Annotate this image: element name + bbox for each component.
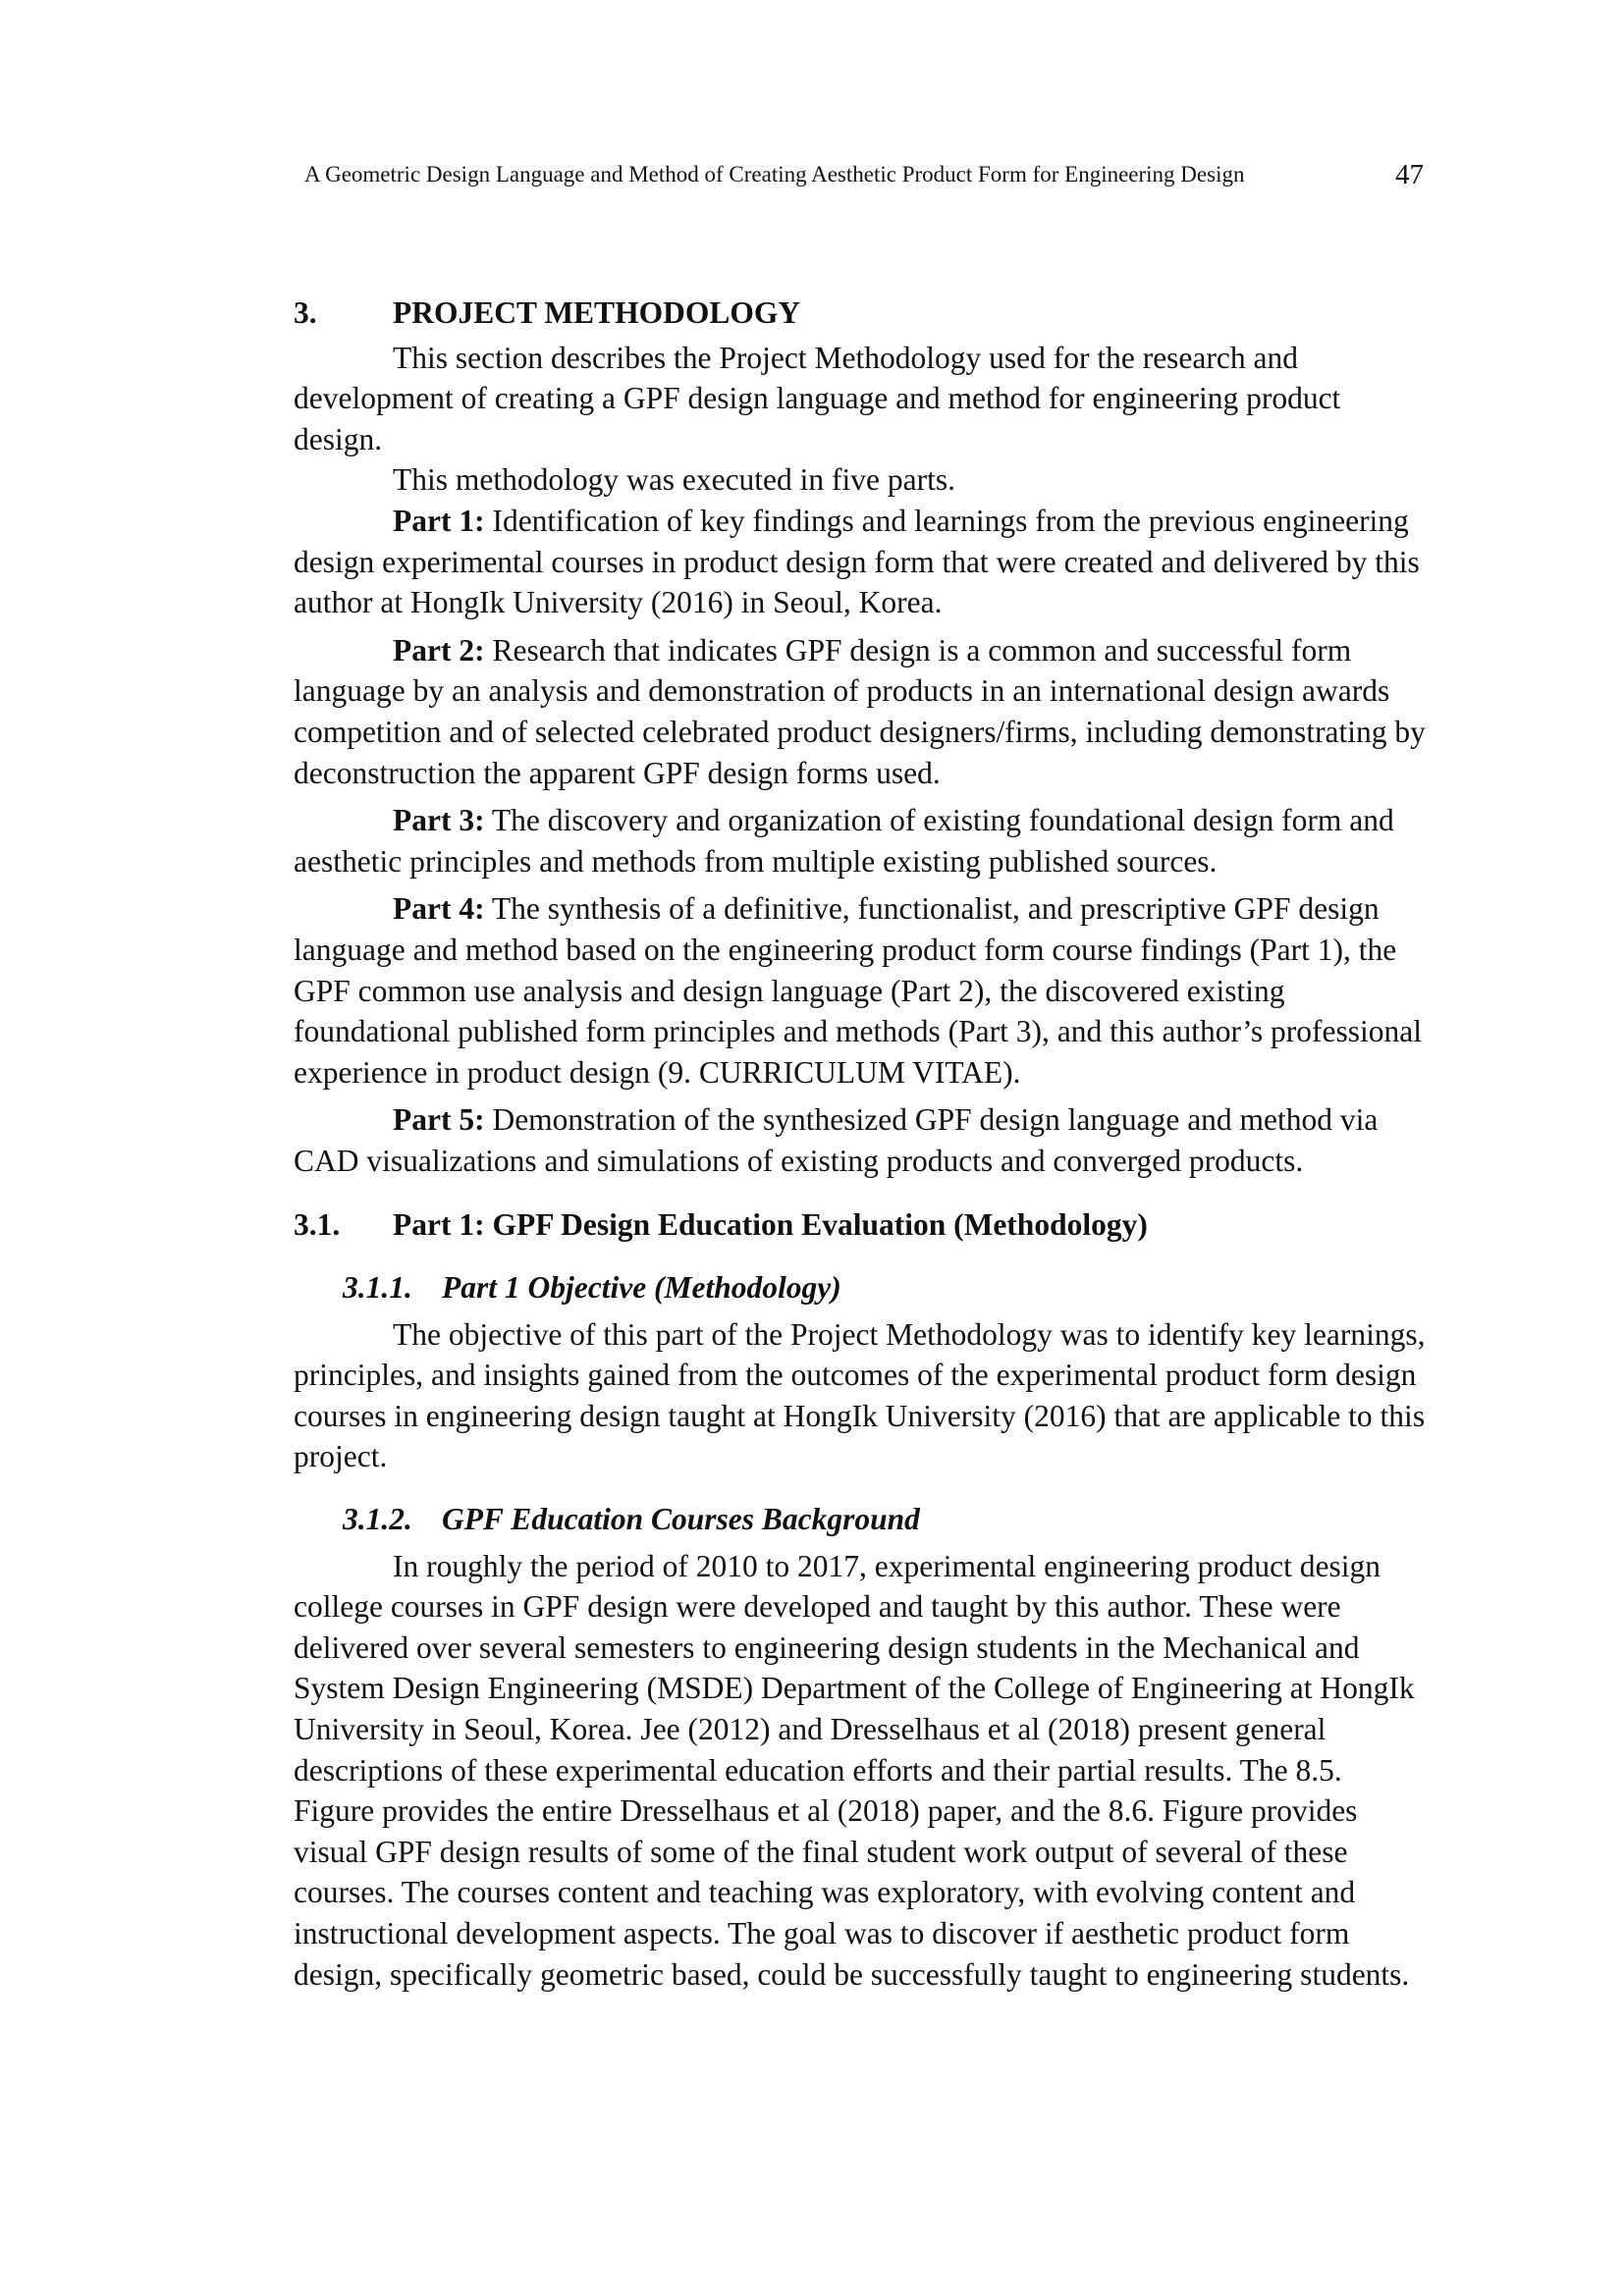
part-4-paragraph [294, 888, 1428, 1093]
part-3-paragraph [294, 800, 1428, 881]
section-3-heading [294, 293, 1428, 334]
running-title: A Geometric Design Language and Method of Creating Aesthetic Product Form for Engineering Design [304, 162, 1245, 187]
section-3-1-1-number: 3.1.1. [343, 1270, 412, 1306]
section-3-parts-line: This methodology was executed in five parts. [393, 462, 955, 498]
section-3-title: PROJECT METHODOLOGY [393, 295, 801, 330]
part-3-text: The discovery and organization of existing foundational design form and aesthetic principles and methods from multiple existing published sources. [294, 803, 1394, 879]
part-2-paragraph [294, 630, 1428, 793]
section-3-1-1-heading [343, 1267, 1428, 1308]
section-3-1-heading [294, 1204, 1428, 1246]
page-number: 47 [1395, 159, 1424, 190]
section-3-number: 3. [294, 295, 317, 330]
part-4-text: The synthesis of a definitive, functionalist, and prescriptive GPF design language and method based on the engineering product form course findings (Part 1), the GPF common use analysis and design language (Part 2), the discovered existing foundational published form principles and methods (Part 3), and this author’s professional experience in product design (9. CURRICULUM VITAE). [294, 891, 1422, 1090]
section-3-1-2-heading [343, 1499, 1428, 1540]
section-3-1-2-title: GPF Education Courses Background [442, 1502, 920, 1537]
part-1-paragraph [294, 501, 1428, 623]
section-3-1-number: 3.1. [294, 1207, 341, 1243]
part-2-label: Part 2: [393, 632, 485, 667]
page-body [294, 293, 1428, 1995]
part-1-label: Part 1: [393, 503, 485, 538]
section-3-1-2-number: 3.1.2. [343, 1502, 412, 1537]
section-3-1-1-title: Part 1 Objective (Methodology) [442, 1270, 841, 1306]
section-3-intro: This section describes the Project Methodology used for the research and development of creating a GPF design language and method for engineering product design. [294, 340, 1341, 456]
part-2-text: Research that indicates GPF design is a common and successful form language by an analysis and demonstration of products in an international design awards competition and of selected celebrated product designers/firms, including demonstrating by deconstruction the apparent GPF design forms used. [294, 632, 1426, 790]
section-3-1-2-text: In roughly the period of 2010 to 2017, experimental engineering product design college courses in GPF design were developed and taught by this author. These were delivered over several semesters to engineering design students in the Mechanical and System Design Engineering (MSDE) Department of the College of Engineering at HongIk University in Seoul, Korea. Jee (2012) and Dresselhaus et al (2018) present general descriptions of these experimental education efforts and their partial results. The 8.5. Figure provides the entire Dresselhaus et al (2018) paper, and the 8.6. Figure provides visual GPF design results of some of the final student work output of several of these courses. The courses content and teaching was exploratory, with evolving content and instructional development aspects. The goal was to discover if aesthetic product form design, specifically geometric based, could be successfully taught to engineering students. [294, 1548, 1415, 1992]
part-1-text: Identification of key findings and learnings from the previous engineering design experimental courses in product design form that were created and delivered by this author at HongIk University (2016) in Seoul, Korea. [294, 503, 1420, 620]
part-5-label: Part 5: [393, 1102, 485, 1138]
part-5-paragraph [294, 1099, 1428, 1181]
part-4-label: Part 4: [393, 891, 485, 927]
section-3-1-title: Part 1: GPF Design Education Evaluation (Methodology) [393, 1207, 1148, 1243]
section-3-1-1-text: The objective of this part of the Project Methodology was to identify key learnings, principles, and insights gained from the outcomes of the experimental product form design courses in engineering design taught at HongIk University (2016) that are applicable to this project. [294, 1316, 1426, 1474]
part-5-text: Demonstration of the synthesized GPF design language and method via CAD visualizations and simulations of existing products and converged products. [294, 1102, 1379, 1178]
running-header [304, 155, 1424, 194]
part-3-label: Part 3: [393, 803, 485, 838]
